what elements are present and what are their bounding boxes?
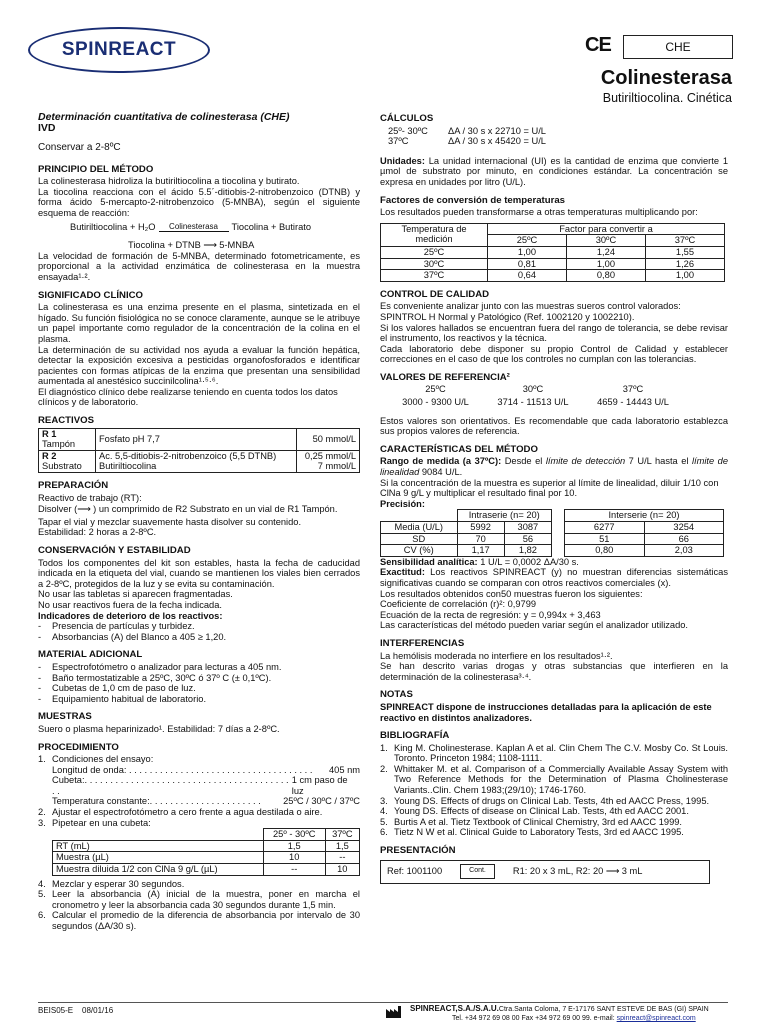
clinical-text-3: El diagnóstico clínico debe realizarse teniendo en cuenta todos los datos clínicos y de laboratorio. bbox=[38, 386, 338, 408]
conservation-text-3: No usar reactivos fuera de la fecha indicada. bbox=[38, 599, 222, 610]
samples-heading: MUESTRAS bbox=[38, 711, 92, 723]
table-row: CV (%) 1,17 1,82 bbox=[381, 545, 552, 557]
precision-tables bbox=[380, 509, 728, 556]
prep-text-1: Reactivo de trabajo (RT): bbox=[38, 492, 142, 503]
calc-row-1: 25º- 30ºC ΔA / 30 s x 22710 = U/L bbox=[388, 125, 546, 136]
footer-email[interactable]: spinreact@spinreact.com bbox=[616, 1015, 696, 1022]
reference-temps: 25ºC 30ºC 37ºC bbox=[425, 384, 644, 395]
cont-box: Cont. bbox=[460, 864, 495, 879]
storage-text: Conservar a 2-8ºC bbox=[38, 142, 121, 153]
list-item: 5. Leer la absorbancia (A) inicial de la muestra, poner en marcha el cronometro y leer la absorbancia cada 30 segundos durante 1,5 min. bbox=[38, 889, 360, 910]
presentation-desc: R1: 20 x 3 mL, R2: 20 ⟶ 3 mL bbox=[512, 866, 643, 877]
pipetting-table bbox=[52, 828, 360, 875]
ivd-label: IVD bbox=[38, 122, 56, 134]
table-row: 51 66 bbox=[565, 533, 724, 545]
table-row: 25ºC 30ºC 37ºC bbox=[381, 235, 725, 247]
list-item: 2. Ajustar el espectrofotómetro a cero frente a agua destilada o aire. bbox=[38, 807, 323, 818]
condition-cuvette: Cubeta:. . . . . . . . . . . . . . . . . . . . . . . . . . . . . . . . . . . . . . . . . . 1 cm paso de luz bbox=[52, 775, 348, 796]
spinreact-logo: SPINREACT bbox=[28, 27, 210, 73]
table-row: Interserie (n= 20) bbox=[565, 510, 724, 522]
footer-rule bbox=[38, 1002, 728, 1003]
list-item: 3. Pipetear en una cubeta: bbox=[38, 817, 151, 828]
conversion-text: Los resultados pueden transformarse a otras temperaturas multiplicando por: bbox=[380, 207, 698, 218]
samples-text: Suero o plasma heparinizado¹. Estabilidad: 7 días a 2-8ºC. bbox=[38, 723, 280, 734]
principle-heading: PRINCIPIO DEL MÉTODO bbox=[38, 163, 154, 175]
table-row: 25ºC 1,00 1,24 1,55 bbox=[381, 246, 725, 258]
reaction-2: Tiocolina + DTNB ⟶ 5-MNBA bbox=[128, 240, 255, 251]
prep-text-4: Estabilidad: 2 horas a 2-8ºC. bbox=[38, 527, 157, 538]
characteristics-heading: CARACTERÍSTICAS DEL MÉTODO bbox=[380, 443, 538, 455]
list-item: - Absorbancias (A) del Blanco a 405 ≥ 1,20. bbox=[38, 631, 227, 642]
ce-mark: CE bbox=[585, 34, 611, 56]
principle-text-2: La tiocolina reacciona con el ácido 5.5´-ditiobis-2-nitrobenzoico (DTNB) y forma ácido 5-mercapto-2-nitrobenzoico (5-MNBA), según el siguiente esquema de reacción: bbox=[38, 186, 360, 218]
list-item: 1. King M. Cholinesterase. Kaplan A et al. Clin Chem The C.V. Mosby Co. St Louis. Toronto. Princeton 1984; 1108-1111. bbox=[380, 742, 728, 764]
conversion-heading: Factores de conversión de temperaturas bbox=[380, 194, 566, 206]
doc-title: Determinación cuantitativa de colinesterasa (CHE) bbox=[38, 111, 290, 123]
presentation-ref: Ref: 1001100 bbox=[387, 866, 443, 877]
sensitivity-text: Sensibilidad analítica: 1 U/L = 0,0002 ΔA/30 s. bbox=[380, 556, 579, 567]
list-item: 4. Mezclar y esperar 30 segundos. bbox=[38, 878, 185, 889]
table-row: Temperatura de medición Factor para convertir a bbox=[381, 223, 725, 235]
table-row: Media (U/L) 5992 3087 bbox=[381, 522, 552, 534]
accuracy-text-5: Las características del método pueden variar según el analizador utilizado. bbox=[380, 620, 689, 631]
list-item: - Baño termostatizable a 25ºC, 30ºC ó 37º C (± 0,1ºC). bbox=[38, 672, 272, 683]
reagents-table bbox=[38, 428, 360, 473]
reagents-heading: REACTIVOS bbox=[38, 415, 94, 427]
accuracy-text-3: Coeficiente de correlación (r)²: 0,9799 bbox=[380, 599, 537, 610]
qc-text-2: Si los valores hallados se encuentran fuera del rango de tolerancia, se debe revisar el instrumento, los reactivos y la técnica. bbox=[380, 322, 728, 344]
material-heading: MATERIAL ADICIONAL bbox=[38, 649, 143, 661]
qc-text-1: Es conveniente analizar junto con las muestras sueros control valorados: SPINTROL H Normal y Patológico (Ref. 1002120 y 1002210). bbox=[380, 301, 681, 322]
list-item: 4. Young DS. Effects of disease on Clinical Lab. Tests, 4th ed AACC 2001. bbox=[380, 806, 689, 817]
list-item: 1. Condiciones del ensayo: bbox=[38, 754, 154, 765]
footer-code: BEIS05-E 08/01/16 bbox=[38, 1006, 114, 1015]
prep-text-2: Disolver (⟶ ) un comprimido de R2 Substrato en un vial de R1 Tampón. bbox=[38, 504, 338, 515]
principle-text-1: La colinesterasa hidroliza la butiriltiocolina a tiocolina y butirato. bbox=[38, 176, 300, 187]
list-item: 6. Tietz N W et al. Clinical Guide to Laboratory Tests, 3rd ed AACC 1995. bbox=[380, 827, 684, 838]
list-item: 2. Whittaker M. et al. Comparison of a Commercially Available Assay System with Two Reference Methods for the Determination of Plasma Cholinesterase Variants..Clin. Chem 1983;(29/10); 1746-1760. bbox=[380, 763, 728, 796]
range-text: Rango de medida (a 37ºC): Desde el límite de detección 7 U/L hasta el límite de linealidad 9084 U/L. bbox=[380, 456, 729, 478]
conservation-text-2: No usar las tabletas si aparecen fragmentadas. bbox=[38, 589, 233, 600]
interferences-heading: INTERFERENCIAS bbox=[380, 637, 465, 649]
table-row: Muestra (µL) 10 -- bbox=[53, 852, 360, 864]
product-code-box: CHE bbox=[623, 35, 733, 59]
interferences-text-2: Se han descrito varias drogas y otras substancias que interfieren en la determinación de la colinesterasa³·⁴. bbox=[380, 661, 728, 682]
table-row: Muestra diluida 1/2 con ClNa 9 g/L (µL) -- 10 bbox=[53, 864, 360, 876]
reaction-arrow: Colinesterasa bbox=[159, 222, 229, 232]
interferences-text-1: La hemólisis moderada no interfiere en los resultados¹·². bbox=[380, 650, 613, 661]
clinical-text-1: La colinesterasa es una enzima presente en el plasma, sintetizada en el hígado. Su función fisiológica no se conoce claramente, aunque se le atribuye un papel importante como regulador de la concentración de la colina en el plasma. bbox=[38, 302, 360, 344]
left-column bbox=[38, 112, 360, 932]
table-row: SD 70 56 bbox=[381, 533, 552, 545]
list-item: - Espectrofotómetro o analizador para lecturas a 405 nm. bbox=[38, 661, 282, 672]
clinical-heading: SIGNIFICADO CLÍNICO bbox=[38, 289, 143, 301]
reference-values: 3000 - 9300 U/L 3714 - 11513 U/L 4659 - 14443 U/L bbox=[402, 397, 669, 408]
table-row: RT (mL) 1,5 1,5 bbox=[53, 840, 360, 852]
conservation-text-1: Todos los componentes del kit son estables, hasta la fecha de caducidad indicada en la etiqueta del vial, cuando se mantienen los viales bien cerrados a 2-8ºC, protegidos de la luz y se evita su contaminación. bbox=[38, 557, 360, 589]
qc-text-3: Cada laboratorio debe disponer su propio Control de Calidad y establecer correcciones en el caso de que los controles no cumplan con las tolerancias. bbox=[380, 343, 728, 365]
prep-text-3: Tapar el vial y mezclar suavemente hasta disolver su contenido. bbox=[38, 516, 302, 527]
condition-temperature: Temperatura constante:. . . . . . . . . . . . . . . . . . . . . . 25ºC / 30ºC / 37ºC bbox=[52, 796, 360, 807]
table-row: R 1 Tampón Fosfato pH 7,7 50 mmol/L bbox=[39, 428, 360, 450]
procedure-heading: PROCEDIMIENTO bbox=[38, 741, 119, 753]
precision-inter-table bbox=[564, 509, 724, 556]
precision-intra-table bbox=[380, 509, 552, 556]
list-item: 3. Young DS. Effects of drugs on Clinical Lab. Tests, 4th ed AACC Press, 1995. bbox=[380, 795, 710, 806]
accuracy-text: Exactitud: Los reactivos SPINREACT (y) no muestran diferencias sistemáticas significativas cuando se comparan con otros reactivos comerciales (x). bbox=[380, 567, 728, 588]
conservation-subheading: Indicadores de deterioro de los reactivos: bbox=[38, 610, 223, 621]
list-item: 5. Burtis A et al. Tietz Textbook of Clinical Chemistry, 3rd ed AACC 1999. bbox=[380, 816, 682, 827]
reference-heading: VALORES DE REFERENCIA² bbox=[380, 371, 510, 383]
product-subtitle: Butiriltiocolina. Cinética bbox=[602, 91, 732, 105]
units-text: Unidades: La unidad internacional (UI) es la cantidad de enzima que convierte 1 µmol de substrato por minuto, en condiciones estándar. La concentración se expresa en unidades por litro (U/L). bbox=[380, 155, 728, 187]
table-row: 6277 3254 bbox=[565, 522, 724, 534]
factory-icon bbox=[385, 1005, 403, 1024]
range-text-2: Si la concentración de la muestra es superior al límite de linealidad, diluir 1/10 con ClNa 9 g/L y multiplicar el resultado final por 10. bbox=[380, 477, 719, 499]
table-row: Intraserie (n= 20) bbox=[381, 510, 552, 522]
list-item: - Cubetas de 1,0 cm de paso de luz. bbox=[38, 683, 196, 694]
conservation-heading: CONSERVACIÓN Y ESTABILIDAD bbox=[38, 545, 191, 556]
calc-heading: CÁLCULOS bbox=[380, 113, 434, 124]
list-item: - Presencia de partículas y turbidez. bbox=[38, 621, 195, 632]
accuracy-text-4: Ecuación de la recta de regresión: y = 0,994x + 3,463 bbox=[380, 609, 601, 620]
conversion-table bbox=[380, 223, 725, 282]
calc-row-2: 37ºC ΔA / 30 s x 45420 = U/L bbox=[388, 136, 546, 147]
notes-heading: NOTAS bbox=[380, 689, 413, 701]
notes-text: SPINREACT dispone de instrucciones detalladas para la aplicación de este reactivo en distintos analizadores. bbox=[380, 701, 712, 723]
accuracy-text-2: Los resultados obtenidos con50 muestras fueron los siguientes: bbox=[380, 588, 643, 599]
table-row: R 2 Substrato Ac. 5,5-ditiobis-2-nitrobenzoico (5,5 DTNB) Butiriltiocolina 0,25 mmol/L 7 mmol/L bbox=[39, 450, 360, 472]
table-row: 30ºC 0,81 1,00 1,26 bbox=[381, 258, 725, 270]
reaction-1: Butiriltiocolina + H₂O Colinesterasa Tiocolina + Butirato bbox=[70, 221, 312, 232]
bibliography-heading: BIBLIOGRAFÍA bbox=[380, 730, 450, 742]
table-row: 25º - 30ºC 37ºC bbox=[53, 829, 360, 841]
footer-address: SPINREACT,S.A./S.A.U.Ctra.Santa Coloma, 7 E-17176 SANT ESTEVE DE BAS (GI) SPAIN Tel. +34 972 69 08 00 Fax +34 972 69 00 99. e-mail: spinreact@spinreact.com bbox=[410, 1004, 709, 1022]
reference-text: Estos valores son orientativos. Es recomendable que cada laboratorio establezca sus propios valores de referencia. bbox=[380, 415, 728, 437]
condition-wavelength: Longitud de onda: . . . . . . . . . . . . . . . . . . . . . . . . . . . . . . . . . . . . 405 nm bbox=[52, 764, 360, 775]
list-item: 6. Calcular el promedio de la diferencia de absorbancia por intervalo de 30 segundos (ΔA/30 s). bbox=[38, 910, 360, 931]
right-column bbox=[380, 114, 728, 884]
precision-label: Precisión: bbox=[380, 498, 425, 509]
presentation-box bbox=[380, 860, 710, 884]
table-row: 37ºC 0,64 0,80 1,00 bbox=[381, 270, 725, 282]
table-row: 0,80 2,03 bbox=[565, 545, 724, 557]
prep-heading: PREPARACIÓN bbox=[38, 480, 109, 492]
qc-heading: CONTROL DE CALIDAD bbox=[380, 288, 490, 300]
clinical-text-2: La determinación de su actividad nos ayuda a evaluar la función hepática, detectar la exposición excesiva a pesticidas organofosforados e identificar pacientes con formas atípicas de la enzima que presentan una sensibilidad aumentada al anestésico succinilcolina¹·⁵·⁶. bbox=[38, 344, 360, 387]
list-item: - Equipamiento habitual de laboratorio. bbox=[38, 693, 207, 704]
presentation-heading: PRESENTACIÓN bbox=[380, 845, 456, 857]
principle-text-3: La velocidad de formación de 5-MNBA, determinado fotometricamente, es proporcional a la actividad enzimática de colinesterasa en la muestra ensayada¹·². bbox=[38, 250, 360, 282]
product-title: Colinesterasa bbox=[600, 67, 732, 89]
